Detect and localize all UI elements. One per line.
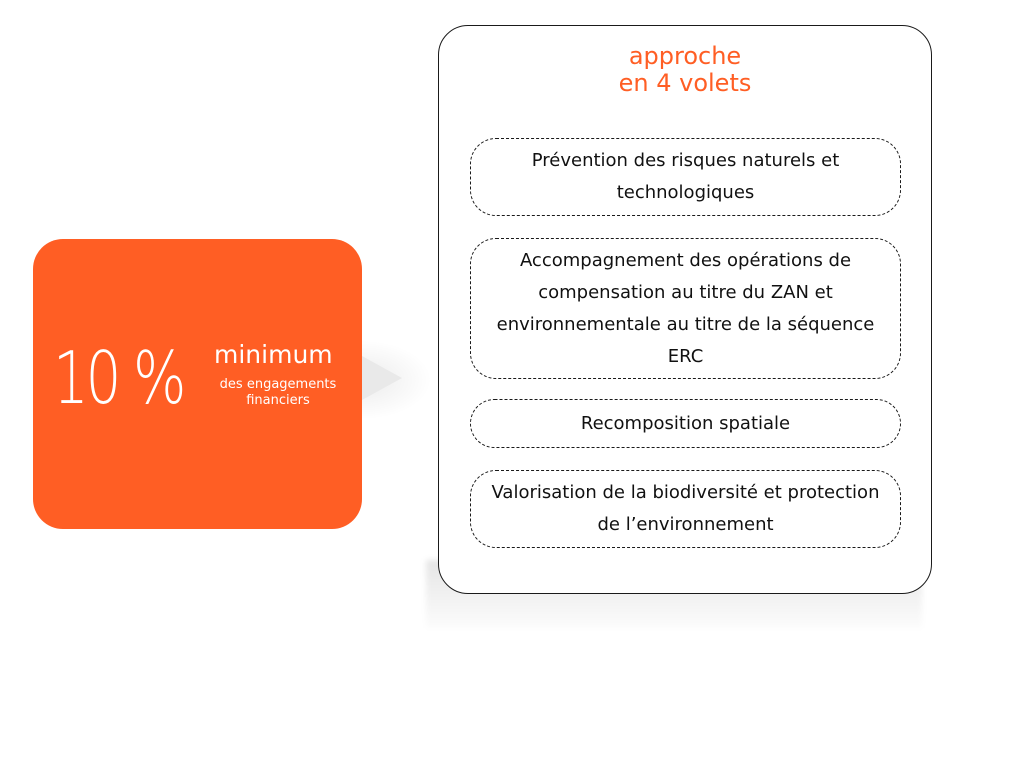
card-title-line2: en 4 volets bbox=[618, 69, 752, 97]
badge-main-label: minimum bbox=[214, 340, 333, 369]
card-title-line1: approche bbox=[628, 42, 742, 70]
card-title bbox=[439, 43, 931, 97]
volet-item-recomposition: Recomposition spatiale bbox=[470, 399, 901, 448]
badge-percent: 10 % bbox=[53, 336, 184, 420]
volet-item-accompagnement: Accompagnement des opérations de compensation au titre du ZAN et environnementale au titre de la séquence ERC bbox=[470, 238, 901, 379]
arrow-right-icon bbox=[362, 356, 402, 400]
percentage-badge bbox=[33, 239, 362, 529]
volet-item-valorisation: Valorisation de la biodiversité et protection de l’environnement bbox=[470, 470, 901, 548]
volets-card bbox=[438, 25, 932, 594]
badge-sub-label: des engagements financiers bbox=[219, 377, 337, 408]
volet-item-prevention: Prévention des risques naturels et technologiques bbox=[470, 138, 901, 216]
